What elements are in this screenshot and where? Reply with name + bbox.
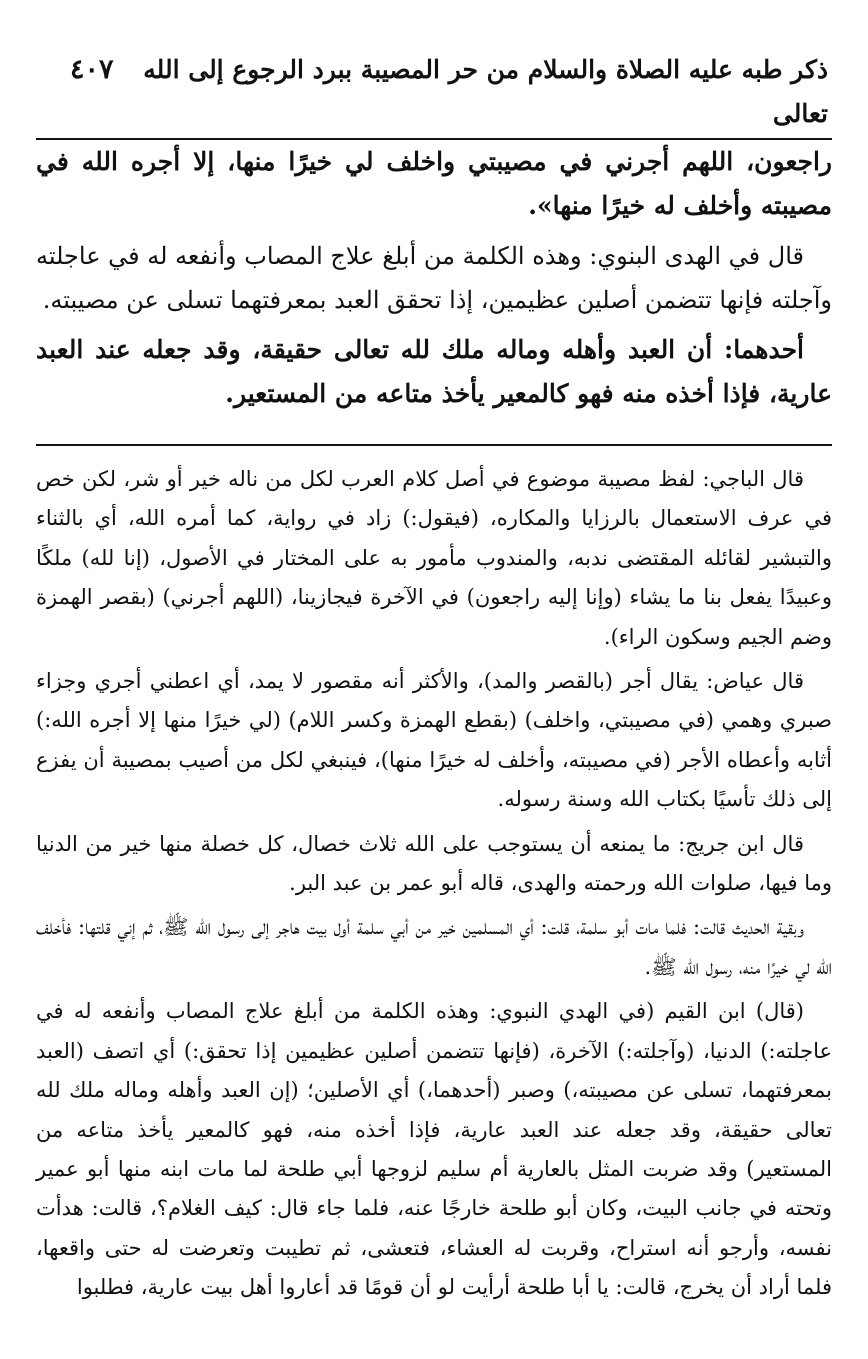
commentary-paragraph-2: قال عياض: يقال أجر (بالقصر والمد)، والأكثر أنه مقصور لا يمد، أي اعطني أجري وجزاء صبري وهمي (في مصيبتي، واخلف) (بقطع الهمزة وكسر اللام) (لي خيرًا منها إلا أجره الله:) أثابه وأعطاه الأجر (في مصيبته، وأخلف له خيرًا منها)، فينبغي لكل من أصيب بمصيبة أن يفزع إلى ذلك تأسيًا بكتاب الله وسنة رسوله. — [36, 669, 832, 812]
main-paragraph-2: قال في الهدى البنوي: وهذه الكلمة من أبلغ علاج المصاب وأنفعه له في عاجلته وآجلته فإنها تتضمن أصلين عظيمين، إذا تحقق العبد بمعرفتهما تسلى عن مصيبته. — [36, 242, 832, 314]
main-paragraph-3: أحدهما: أن العبد وأهله وماله ملك لله تعالى حقيقة، وقد جعله عند العبد عارية، فإذا أخذه منه فهو كالمعير يأخذ متاعه من المستعير. — [36, 335, 832, 408]
main-paragraph-1: راجعون، اللهم أجرني في مصيبتي واخلف لي خيرًا منها، إلا أجره الله في مصيبته وأخلف له خيرًا منها». — [36, 147, 832, 220]
commentary-paragraph-1: قال الباجي: لفظ مصيبة موضوع في أصل كلام العرب لكل من ناله خير أو شر، لكن خص في عرف الاستعمال بالرزايا والمكاره، (فيقول:) زاد في رواية، كما أمره الله، أي بالثناء والتبشير لقائله المقتضى ندبه، والمندوب مأمور به على المختار في الأصول، (إنا لله) ملكًا وعبيدًا يفعل بنا ما يشاء (وإنا إليه راجعون) في الآخرة فيجازينا، (اللهم أجرني) (بقصر الهمزة وضم الجيم وسكون الراء). — [36, 467, 832, 649]
header-title: ذكر طبه عليه الصلاة والسلام من حر المصيبة ببرد الرجوع إلى الله تعالى — [143, 55, 828, 128]
commentary-paragraph-3: قال ابن جريج: ما يمنعه أن يستوجب على الله ثلاث خصال، كل خصلة منها خير من الدنيا وما فيها، صلوات الله ورحمته والهدى، قاله أبو عمر بن عبد البر. — [36, 831, 832, 896]
commentary-paragraph-4: وبقية الحديث قالت: فلما مات أبو سلمة، قلت: أي المسلمين خير من أبي سلمة أول بيت هاجر إلى رسول الله ﷺ، ثم إني قلتها: فأخلف الله لي خيرًا منه، رسول الله ﷺ. — [36, 915, 832, 979]
main-text — [36, 140, 832, 416]
page-number: ٤٠٧ — [70, 54, 114, 85]
running-header — [36, 48, 832, 140]
commentary-section — [36, 460, 832, 1308]
footnote-separator — [36, 444, 832, 446]
commentary-paragraph-5: (قال) ابن القيم (في الهدي النبوي: وهذه الكلمة من أبلغ علاج المصاب وأنفعه له في عاجلته:) الدنيا، (وآجلته:) الآخرة، (فإنها تتضمن أصلين عظيمين إذا تحقق:) أي اتصف (العبد بمعرفتهما، تسلى عن مصيبته،) وصبر (أحدهما،) أي الأصلين؛ (إن العبد وأهله وماله ملك لله تعالى حقيقة، وقد جعله عند العبد عارية، فإذا أخذه منه، فهو كالمعير يأخذ متاعه من المستعير) وقد ضربت المثل بالعارية أم سليم لزوجها أبي طلحة لما مات ابنه منها أبو عمير وتحته في جانب البيت، وكان أبو طلحة خارجًا عنه، فلما جاء قال: كيف الغلام؟، قالت: هدأت نفسه، وأرجو أنه استراح، وقربت له العشاء، فتعشى، ثم تطيبت وتعرضت له حتى واقعها، فلما أراد أن يخرج، قالت: يا أبا طلحة أرأيت لو أن قومًا قد أعاروا أهل بيت عارية، فطلبوا — [36, 999, 832, 1300]
